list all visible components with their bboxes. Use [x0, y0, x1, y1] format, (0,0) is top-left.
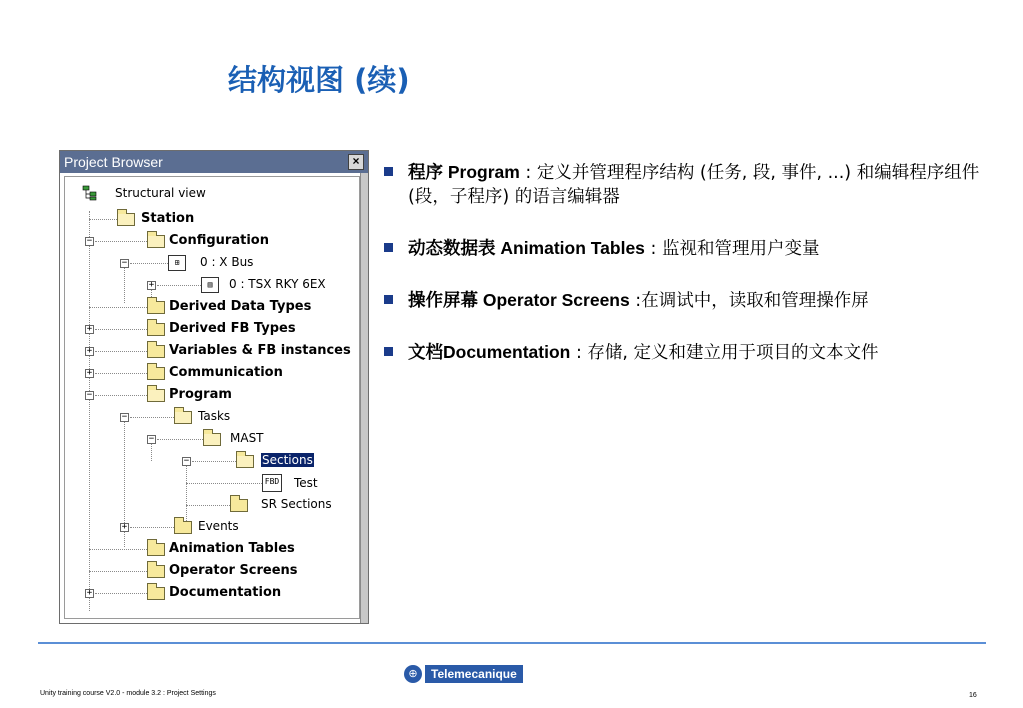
scrollbar[interactable] — [360, 173, 368, 623]
slide-title: 结构视图 (续) — [228, 63, 410, 97]
expand-icon[interactable]: + — [121, 522, 128, 532]
bus-icon: ⊞ — [168, 255, 186, 271]
tree-item-station[interactable]: Station — [141, 211, 195, 226]
tree-item-sections[interactable]: Sections — [262, 453, 313, 467]
bullet-square-icon — [384, 167, 393, 176]
bullet-text: : 监视和管理用户变量 — [644, 239, 820, 259]
folder-icon — [236, 455, 254, 468]
collapse-icon[interactable]: − — [148, 434, 155, 444]
bullet-text: : 定义并管理程序结构 (任务, 段, 事件, ...) 和编辑程序组件(段，子程序) 的语言编辑器 — [408, 163, 980, 207]
window-title: Project Browser — [64, 154, 163, 170]
project-browser-window — [59, 150, 369, 624]
telemecanique-logo — [404, 664, 523, 684]
logo-text: Telemecanique — [425, 665, 523, 683]
folder-icon — [147, 235, 165, 248]
folder-icon — [147, 587, 165, 600]
bullet-text: :在调试中，读取和管理操作屏 — [629, 291, 869, 311]
tree-item-events[interactable]: Events — [198, 519, 239, 533]
bullet-term: 程序 Program — [408, 162, 520, 182]
tree-item-communication[interactable]: Communication — [169, 365, 283, 380]
expand-icon[interactable]: + — [86, 368, 93, 378]
expand-icon[interactable]: + — [86, 324, 93, 334]
folder-icon — [230, 499, 248, 512]
folder-icon — [147, 345, 165, 358]
folder-icon — [147, 301, 165, 314]
rack-icon: ▥ — [201, 277, 219, 293]
folder-icon — [147, 565, 165, 578]
expand-icon[interactable]: + — [86, 346, 93, 356]
bullet-list — [384, 160, 994, 392]
expand-icon[interactable]: + — [86, 588, 93, 598]
fbd-section-icon: FBD — [262, 474, 282, 492]
tree-item-program[interactable]: Program — [169, 387, 232, 402]
tree-item-derived-data-types[interactable]: Derived Data Types — [169, 299, 312, 314]
window-titlebar — [60, 151, 368, 173]
bullet-square-icon — [384, 243, 393, 252]
structural-view-label: Structural view — [115, 186, 206, 200]
expand-icon[interactable]: + — [148, 280, 155, 290]
bullet-text: : 存储, 定义和建立用于项目的文本文件 — [570, 343, 879, 363]
footer-text: Unity training course V2.0 - module 3.2 : Project Settings — [40, 690, 216, 697]
close-icon[interactable]: × — [348, 154, 364, 170]
bullet-item — [384, 288, 994, 313]
footer-divider — [38, 642, 986, 644]
collapse-icon[interactable]: − — [86, 390, 93, 400]
bullet-item — [384, 160, 994, 209]
tree-item-variables[interactable]: Variables & FB instances — [169, 343, 351, 358]
tree-item-operator-screens[interactable]: Operator Screens — [169, 563, 298, 578]
bullet-square-icon — [384, 295, 393, 304]
page-number: 16 — [969, 692, 977, 699]
bullet-term: 动态数据表 Animation Tables — [408, 238, 645, 258]
tree-item-test[interactable]: Test — [294, 476, 318, 490]
tree-view — [64, 176, 360, 619]
collapse-icon[interactable]: − — [121, 412, 128, 422]
bullet-term: 文档Documentation — [408, 342, 571, 362]
bullet-item — [384, 236, 994, 261]
tree-item-bus[interactable]: 0 : X Bus — [200, 255, 254, 269]
tree-item-animation-tables[interactable]: Animation Tables — [169, 541, 295, 556]
folder-icon — [147, 323, 165, 336]
folder-icon — [147, 389, 165, 402]
bullet-item — [384, 340, 994, 365]
folder-icon — [117, 213, 135, 226]
folder-icon — [147, 367, 165, 380]
tree-item-tasks[interactable]: Tasks — [198, 409, 231, 423]
collapse-icon[interactable]: − — [86, 236, 93, 246]
folder-icon — [174, 411, 192, 424]
structural-view-icon — [82, 185, 98, 201]
tree-item-sr-sections[interactable]: SR Sections — [261, 497, 332, 511]
tree-item-documentation[interactable]: Documentation — [169, 585, 282, 600]
collapse-icon[interactable]: − — [183, 456, 190, 466]
folder-icon — [147, 543, 165, 556]
tree-item-rack[interactable]: 0 : TSX RKY 6EX — [229, 277, 326, 291]
bullet-square-icon — [384, 347, 393, 356]
folder-icon — [203, 433, 221, 446]
tree-item-derived-fb-types[interactable]: Derived FB Types — [169, 321, 296, 336]
bullet-term: 操作屏幕 Operator Screens — [408, 290, 630, 310]
collapse-icon[interactable]: − — [121, 258, 128, 268]
logo-mark-icon: ⊕ — [404, 665, 422, 683]
folder-icon — [174, 521, 192, 534]
tree-item-configuration[interactable]: Configuration — [169, 233, 269, 248]
tree-item-mast[interactable]: MAST — [230, 431, 264, 445]
